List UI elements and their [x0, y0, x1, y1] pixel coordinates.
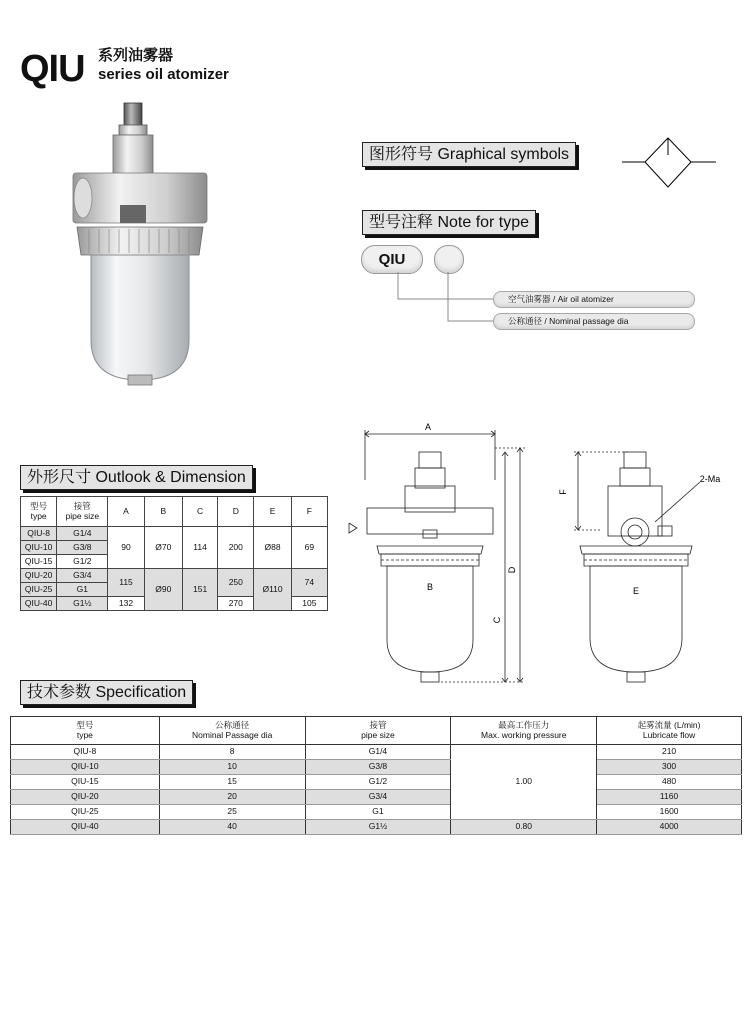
table-cell: 90: [108, 527, 144, 569]
table-cell: G1: [305, 805, 451, 820]
product-photo: [65, 95, 215, 390]
table-cell: 1600: [597, 805, 742, 820]
drawing-label-d: D: [507, 566, 517, 574]
table-cell: G1/4: [305, 745, 451, 760]
graphical-symbol-diagram: [620, 135, 720, 195]
table-cell: QIU-15: [21, 555, 57, 569]
table-cell: G3/8: [305, 760, 451, 775]
table-cell: G1½: [57, 597, 108, 611]
table-cell: 480: [597, 775, 742, 790]
dimension-drawing-side: [560, 440, 735, 690]
table-cell: 25: [159, 805, 305, 820]
spec-header-type: 型号 type: [11, 717, 160, 745]
dim-header-f: F: [291, 497, 327, 527]
table-cell: G1/2: [305, 775, 451, 790]
table-cell: 69: [291, 527, 327, 569]
table-cell: 4000: [597, 820, 742, 835]
dim-header-a: A: [108, 497, 144, 527]
table-cell: 40: [159, 820, 305, 835]
spec-header-pipe: 接管 pipe size: [305, 717, 451, 745]
table-cell: QIU-15: [11, 775, 160, 790]
table-cell: 132: [108, 597, 144, 611]
table-cell: 1160: [597, 790, 742, 805]
table-cell: 1.00: [451, 745, 597, 820]
dim-header-type: 型号 type: [21, 497, 57, 527]
table-cell: 115: [108, 569, 144, 597]
spec-header-flow: 起雾流量 (L/min) Lubricate flow: [597, 717, 742, 745]
table-cell: 15: [159, 775, 305, 790]
table-cell: G3/4: [305, 790, 451, 805]
table-cell: QIU-40: [21, 597, 57, 611]
table-cell: QIU-8: [11, 745, 160, 760]
table-cell: QIU-20: [21, 569, 57, 583]
table-cell: 74: [291, 569, 327, 597]
series-title-cn: 系列油雾器: [98, 47, 174, 64]
table-cell: 250: [218, 569, 254, 597]
table-cell: G1/4: [57, 527, 108, 541]
drawing-label-f: F: [558, 489, 568, 495]
dim-header-d: D: [218, 497, 254, 527]
table-cell: Ø70: [144, 527, 182, 569]
spec-header-pressure: 最高工作压力 Max. working pressure: [451, 717, 597, 745]
table-cell: 8: [159, 745, 305, 760]
type-note-connectors: [390, 270, 510, 330]
dim-header-c: C: [183, 497, 218, 527]
dimension-heading: 外形尺寸 Outlook & Dimension: [20, 465, 253, 490]
table-cell: 114: [183, 527, 218, 569]
table-cell: G1/2: [57, 555, 108, 569]
specification-table: [10, 716, 742, 835]
table-cell: 20: [159, 790, 305, 805]
table-cell: 270: [218, 597, 254, 611]
drawing-label-b: B: [426, 582, 434, 592]
table-cell: QIU-8: [21, 527, 57, 541]
specification-heading: 技术参数 Specification: [20, 680, 193, 705]
dim-header-pipe: 接管 pipe size: [57, 497, 108, 527]
table-cell: Ø110: [254, 569, 291, 611]
table-cell: 210: [597, 745, 742, 760]
drawing-label-port: 2-Ma: [699, 474, 721, 484]
table-cell: 200: [218, 527, 254, 569]
series-title-en: series oil atomizer: [98, 66, 229, 83]
table-cell: 10: [159, 760, 305, 775]
table-cell: 0.80: [451, 820, 597, 835]
dim-header-b: B: [144, 497, 182, 527]
table-cell: 151: [183, 569, 218, 611]
table-cell: QIU-40: [11, 820, 160, 835]
table-cell: 105: [291, 597, 327, 611]
note-nominal-passage: 公称通径 / Nominal passage dia: [493, 313, 695, 330]
drawing-label-c: C: [492, 616, 502, 624]
table-cell: G3/8: [57, 541, 108, 555]
table-cell: QIU-25: [21, 583, 57, 597]
graphical-symbols-heading: 图形符号 Graphical symbols: [362, 142, 576, 167]
dimension-drawing-front: [345, 420, 540, 690]
table-cell: G3/4: [57, 569, 108, 583]
table-cell: Ø88: [254, 527, 291, 569]
dim-header-e: E: [254, 497, 291, 527]
table-cell: Ø90: [144, 569, 182, 611]
table-cell: G1: [57, 583, 108, 597]
dimension-table: [20, 496, 328, 611]
drawing-label-e: E: [632, 586, 640, 596]
table-cell: G1½: [305, 820, 451, 835]
table-cell: QIU-20: [11, 790, 160, 805]
table-cell: 300: [597, 760, 742, 775]
drawing-label-a: A: [424, 422, 432, 432]
table-cell: QIU-10: [21, 541, 57, 555]
model-title: QIU: [20, 48, 85, 90]
model-code-pill: QIU: [361, 245, 423, 274]
table-cell: QIU-10: [11, 760, 160, 775]
table-cell: QIU-25: [11, 805, 160, 820]
note-for-type-heading: 型号注释 Note for type: [362, 210, 536, 235]
spec-header-dia: 公称通径 Nominal Passage dia: [159, 717, 305, 745]
note-air-oil-atomizer: 空气油雾器 / Air oil atomizer: [493, 291, 695, 308]
